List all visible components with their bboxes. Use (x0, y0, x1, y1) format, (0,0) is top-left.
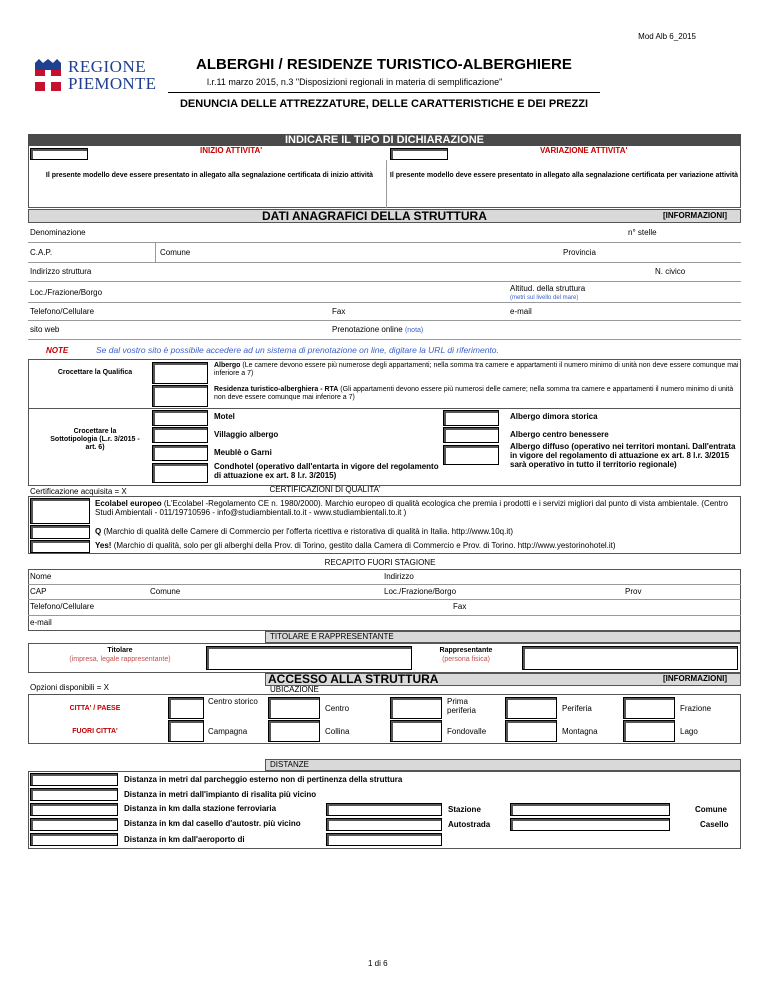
casello-distanza-label: Distanza in km dal casello d'autostr. più vicino (124, 819, 301, 828)
inizio-label: INIZIO ATTIVITA' (200, 146, 263, 155)
page-number: 1 di 6 (368, 959, 388, 968)
variazione-label: VARIAZIONE ATTIVITA' (540, 146, 628, 155)
nota-link[interactable]: (nota) (404, 327, 424, 334)
prima-periferia-checkbox[interactable] (390, 697, 442, 719)
campagna-label: Campagna (208, 727, 248, 736)
autostrada-label: Autostrada (448, 820, 491, 829)
yes-desc: (Marchio di qualità, solo per gli alberghi della Prov. di Torino, gestito dalla Camera di Commercio e Prov. di Torino. http://www.yestorinohotel.it) (111, 541, 616, 550)
fondovalle-label: Fondovalle (447, 727, 487, 736)
recapito-cap-label: CAP (30, 587, 47, 596)
casello-km-input[interactable] (326, 818, 442, 831)
law-reference: l.r.11 marzo 2015, n.3 "Disposizioni regionali in materia di semplificazione" (207, 77, 503, 87)
autostrada-nome-input[interactable] (510, 818, 670, 831)
campagna-checkbox[interactable] (168, 720, 204, 742)
risalita-input[interactable] (30, 788, 118, 801)
variazione-checkbox[interactable] (390, 148, 448, 160)
centro-storico-checkbox[interactable] (168, 697, 204, 719)
stazione-label: Stazione (448, 805, 481, 814)
benessere-label: Albergo centro benessere (510, 430, 609, 439)
lago-label: Lago (680, 727, 698, 736)
indirizzo-label: Indirizzo struttura (30, 267, 92, 276)
meuble-label: Meublè o Garni (214, 448, 272, 457)
civico-label: N. civico (655, 267, 686, 276)
titolare-input[interactable] (206, 646, 412, 670)
periferia-checkbox[interactable] (505, 697, 557, 719)
denominazione-label: Denominazione (30, 228, 86, 237)
recapito-fax-label: Fax (453, 602, 467, 611)
stazione-distanza-input[interactable] (30, 803, 118, 816)
certificazioni-header: CERTIFICAZIONI DI QUALITA' (269, 485, 381, 494)
fuori-label: FUORI CITTA' (72, 728, 118, 735)
recapito-telefono-label: Telefono/Cellulare (30, 602, 95, 611)
centro-storico-label: Centro storico (208, 697, 258, 706)
logo-line-1: REGIONE (68, 57, 147, 76)
module-code: Mod Alb 6_2015 (638, 32, 696, 41)
rappresentante-label: Rappresentante (439, 647, 493, 654)
yes-checkbox[interactable] (30, 540, 90, 553)
collina-label: Collina (325, 727, 350, 736)
ecolabel-checkbox[interactable] (30, 498, 90, 524)
villaggio-checkbox[interactable] (152, 427, 208, 443)
periferia-label: Periferia (562, 704, 592, 713)
meuble-checkbox[interactable] (152, 445, 208, 461)
altitudine-label: Altitud. della struttura (510, 284, 586, 293)
qualifica-label: Crocettare la Qualifica (57, 369, 133, 376)
telefono-label: Telefono/Cellulare (30, 307, 95, 316)
rappresentante-note: (persona fisica) (442, 656, 490, 663)
recapito-email-label: e-mail (30, 618, 52, 627)
stazione-nome-input[interactable] (510, 803, 670, 816)
casello-label: Casello (700, 820, 729, 829)
coat-of-arms-icon (33, 59, 63, 93)
casello-distanza-input[interactable] (30, 818, 118, 831)
sito-label: sito web (30, 325, 60, 334)
title-divider (168, 92, 600, 93)
q-title: Q (95, 527, 102, 536)
ecolabel-title: Ecolabel europeo (95, 499, 162, 508)
motel-checkbox[interactable] (152, 410, 208, 426)
albergo-title: Albergo (214, 362, 241, 369)
note-text: Se dal vostro sito è possibile accedere ad un sistema di prenotazione on line, digitare la URL di riferimento. (96, 345, 499, 355)
montagna-checkbox[interactable] (505, 720, 557, 742)
albergo-desc: (Le camere devono essere più numerose degli appartamenti; nella somma tra camere e appartamenti il numero minimo di unità non deve essere comunque mai inferiore a 7) (214, 362, 739, 378)
risalita-label: Distanza in metri dall'impianto di risalita più vicino (124, 790, 317, 799)
lago-checkbox[interactable] (623, 720, 675, 742)
stelle-label: n° stelle (628, 228, 657, 237)
q-checkbox[interactable] (30, 525, 90, 539)
rta-title: Residenza turistico-alberghiera - RTA (214, 386, 339, 393)
montagna-label: Montagna (562, 727, 598, 736)
frazione-label: Frazione (680, 704, 712, 713)
titolare-header: TITOLARE E RAPPRESENTANTE (270, 632, 394, 641)
rta-checkbox[interactable] (152, 385, 208, 407)
ubicazione-label: UBICAZIONE (270, 685, 319, 694)
diffuso-label: Albergo diffuso (operativo nei territori montani. Dall'entrata in vigore del regolamento di attuazione ex art. 8 l.r. 3/2015 sarà operativo in tutto il territorio regionale) (510, 442, 736, 469)
stazione-distanza-label: Distanza in km dalla stazione ferroviaria (124, 804, 277, 813)
regione-piemonte-logo (33, 58, 163, 94)
prima-periferia-label: Prima periferia (447, 697, 476, 715)
anagrafici-title: DATI ANAGRAFICI DELLA STRUTTURA (262, 209, 487, 223)
prenotazione-text: Prenotazione online (332, 325, 403, 334)
condhotel-label: Condhotel (operativo dall'entarta in vigore del regolamento di attuazione ex art. 8 l.r. 3/2015) (214, 462, 439, 480)
note-label: NOTE (46, 346, 69, 355)
centro-checkbox[interactable] (268, 697, 320, 719)
fondovalle-checkbox[interactable] (390, 720, 442, 742)
page-title: ALBERGHI / RESIDENZE TURISTICO-ALBERGHIERE (196, 56, 572, 73)
titolare-note: (impresa, legale rappresentante) (69, 656, 171, 663)
inizio-checkbox[interactable] (30, 148, 88, 160)
accesso-title: ACCESSO ALLA STRUTTURA (268, 672, 439, 686)
recapito-prov-label: Prov (625, 587, 642, 596)
titolare-label: Titolare (107, 647, 133, 654)
anagrafici-info-link[interactable]: [INFORMAZIONI] (663, 211, 727, 220)
altitudine-note: (metri sul livello del mare) (510, 295, 579, 301)
provincia-label: Provincia (563, 248, 596, 257)
aeroporto-distanza-input[interactable] (30, 833, 118, 846)
condhotel-checkbox[interactable] (152, 463, 208, 483)
recapito-nome-label: Nome (30, 572, 52, 581)
collina-checkbox[interactable] (268, 720, 320, 742)
distanze-header: DISTANZE (270, 760, 309, 769)
inizio-note: Il presente modello deve essere presentato in allegato alla segnalazione certificata di inizio attività (45, 172, 374, 179)
recapito-comune-label: Comune (150, 587, 181, 596)
parcheggio-label: Distanza in metri dal parcheggio esterno non di pertinenza della struttura (124, 775, 403, 784)
recapito-header: RECAPITO FUORI STAGIONE (324, 558, 436, 567)
section-tipo-header: INDICARE IL TIPO DI DICHIARAZIONE (28, 134, 741, 146)
certificazione-acquisita-label: Certificazione acquisita = X (30, 487, 127, 496)
sottotipologia-label: Crocettare la Sottotipologia (L.r. 3/2015 - art. 6) (50, 428, 140, 452)
motel-label: Motel (214, 412, 235, 421)
yes-title: Yes! (95, 541, 112, 550)
dimora-checkbox[interactable] (443, 410, 499, 426)
comune-label-distanze: Comune (695, 805, 727, 814)
parcheggio-input[interactable] (30, 773, 118, 786)
opzioni-label: Opzioni disponibili = X (30, 683, 109, 692)
q-desc: (Marchio di qualità delle Camere di Commercio per l'offerta ricettiva e ristorativa di qualità in Italia. http://www.10q.it) (101, 527, 514, 536)
fax-label: Fax (332, 307, 346, 316)
benessere-checkbox[interactable] (443, 427, 499, 443)
diffuso-checkbox[interactable] (443, 445, 499, 465)
accesso-info-link[interactable]: [INFORMAZIONI] (663, 674, 727, 683)
albergo-checkbox[interactable] (152, 362, 208, 384)
ecolabel-desc: (L'Ecolabel -Regolamento CE n. 1980/2000). Marchio europeo di qualità ecologica che premia i prodotti e i servizi migliori dal punto di vista ambientale. (Centro Studi Ambientali - 011/19710596 - info@studiambientali.to.it - www.studiambientali.to.it ) (95, 499, 728, 517)
logo-line-2: PIEMONTE (68, 74, 157, 93)
cap-label: C.A.P. (30, 248, 53, 257)
aeroporto-nome-input[interactable] (326, 833, 442, 846)
page-subtitle: DENUNCIA DELLE ATTREZZATURE, DELLE CARATTERISTICHE E DEI PREZZI (179, 98, 588, 110)
recapito-indirizzo-label: Indirizzo (384, 572, 414, 581)
frazione-checkbox[interactable] (623, 697, 675, 719)
distanze-header-bar (265, 759, 741, 771)
centro-label: Centro (325, 704, 350, 713)
rta-desc: (Gli appartamenti devono essere più numerosi delle camere; nella somma tra camere e appartamenti il numero minimo di unità non deve essere comunque mai inferiore a 7) (214, 386, 734, 402)
stazione-km-input[interactable] (326, 803, 442, 816)
recapito-loc-label: Loc./Frazione/Borgo (384, 587, 457, 596)
prenotazione-label (332, 326, 423, 335)
email-label: e-mail (510, 307, 532, 316)
variazione-note: Il presente modello deve essere presentato in allegato alla segnalazione certificata per variazione attività (389, 172, 739, 179)
citta-label: CITTA' / PAESE (69, 705, 121, 712)
villaggio-label: Villaggio albergo (214, 430, 279, 439)
comune-label: Comune (160, 248, 191, 257)
rappresentante-input[interactable] (522, 646, 738, 670)
dimora-label: Albergo dimora storica (510, 412, 598, 421)
divider (386, 160, 387, 208)
aeroporto-label: Distanza in km dall'aeroporto di (124, 835, 245, 844)
loc-label: Loc./Frazione/Borgo (30, 288, 103, 297)
